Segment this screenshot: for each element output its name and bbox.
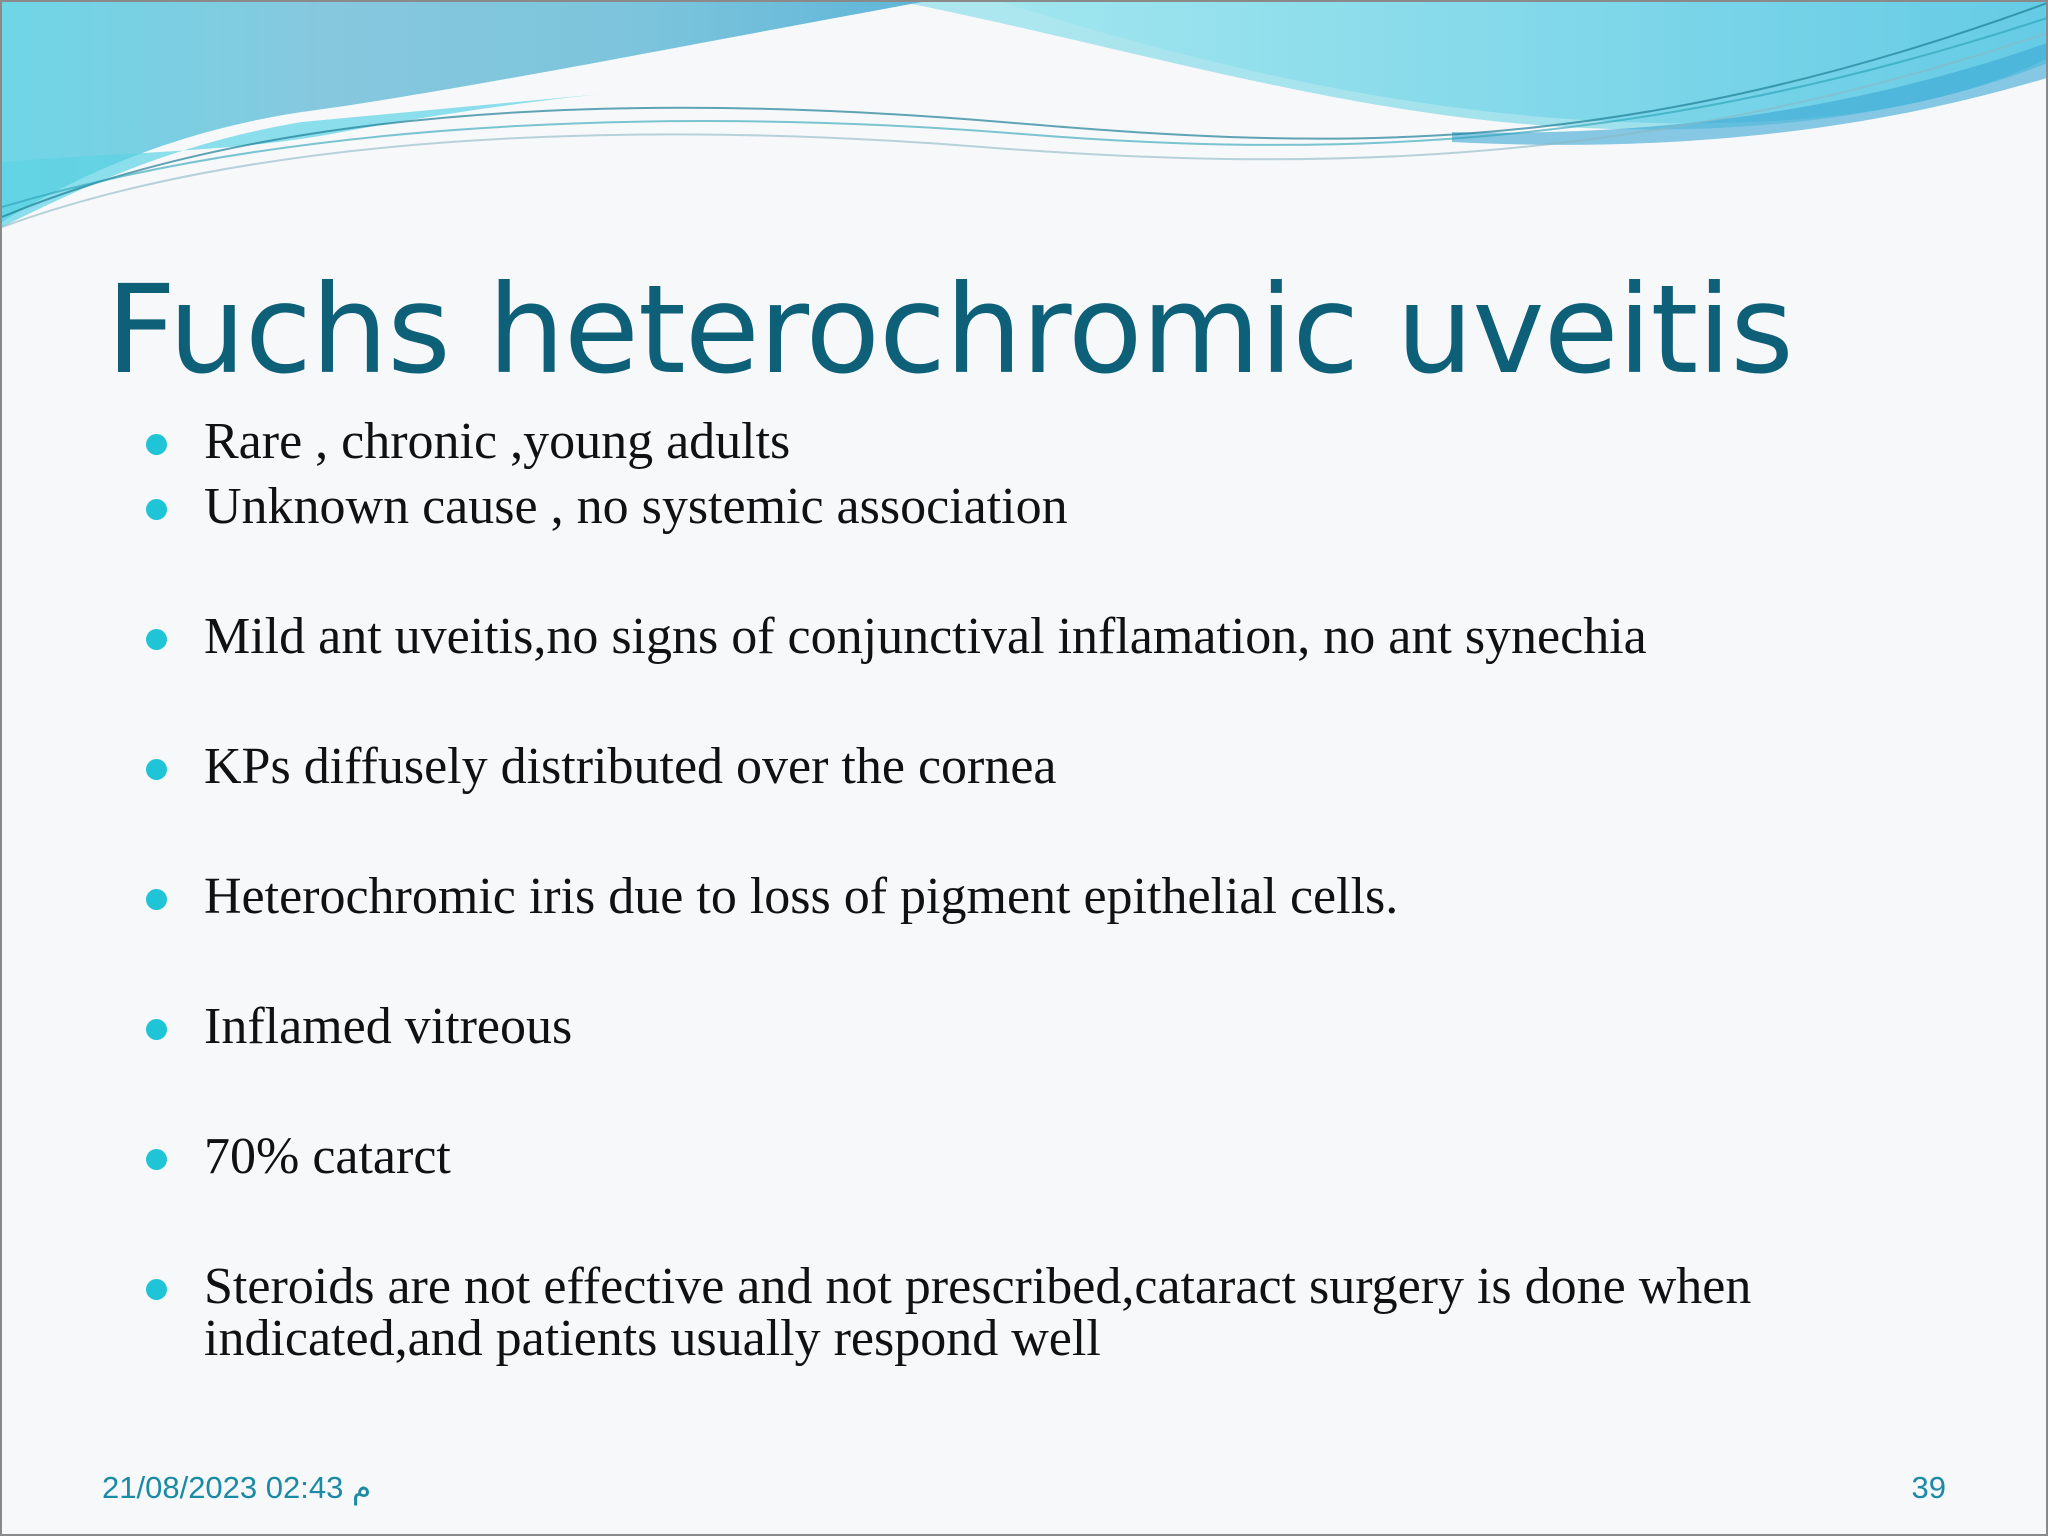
bullet-item xyxy=(142,1128,1942,1185)
bullet-list xyxy=(142,413,1942,1367)
page-number: 39 xyxy=(1911,1470,1946,1505)
bullet-dot-icon xyxy=(146,1019,167,1040)
bullet-dot-icon xyxy=(146,499,167,520)
bullet-text: Mild ant uveitis,no signs of conjunctival inflamation, no ant synechia xyxy=(204,608,1647,665)
slide-title: Fuchs heterochromic uveitis xyxy=(106,259,1793,401)
bullet-dot-icon xyxy=(146,1279,167,1300)
bullet-text: Inflamed vitreous xyxy=(204,998,573,1055)
wave-header-decoration xyxy=(2,2,2048,242)
bullet-text: Steroids are not effective and not prescribed,cataract surgery is done when indicated,and patients usually respond well xyxy=(204,1258,1752,1367)
bullet-item xyxy=(142,1258,1942,1367)
bullet-dot-icon xyxy=(146,629,167,650)
bullet-item xyxy=(142,998,1942,1055)
bullet-text: 70% catarct xyxy=(204,1128,451,1185)
bullet-item xyxy=(142,608,1942,665)
bullet-text: Heterochromic iris due to loss of pigment epithelial cells. xyxy=(204,868,1399,925)
bullet-dot-icon xyxy=(146,889,167,910)
bullet-text: KPs diffusely distributed over the cornea xyxy=(204,738,1057,795)
bullet-dot-icon xyxy=(146,1149,167,1170)
bullet-item xyxy=(142,478,1942,535)
bullet-item xyxy=(142,868,1942,925)
bullet-text: Rare , chronic ,young adults xyxy=(204,413,791,470)
bullet-item xyxy=(142,738,1942,795)
bullet-dot-icon xyxy=(146,759,167,780)
footer-date: 21/08/2023 02:43 م xyxy=(102,1470,372,1505)
bullet-text: Unknown cause , no systemic association xyxy=(204,478,1068,535)
bullet-item xyxy=(142,413,1942,470)
bullet-dot-icon xyxy=(146,434,167,455)
